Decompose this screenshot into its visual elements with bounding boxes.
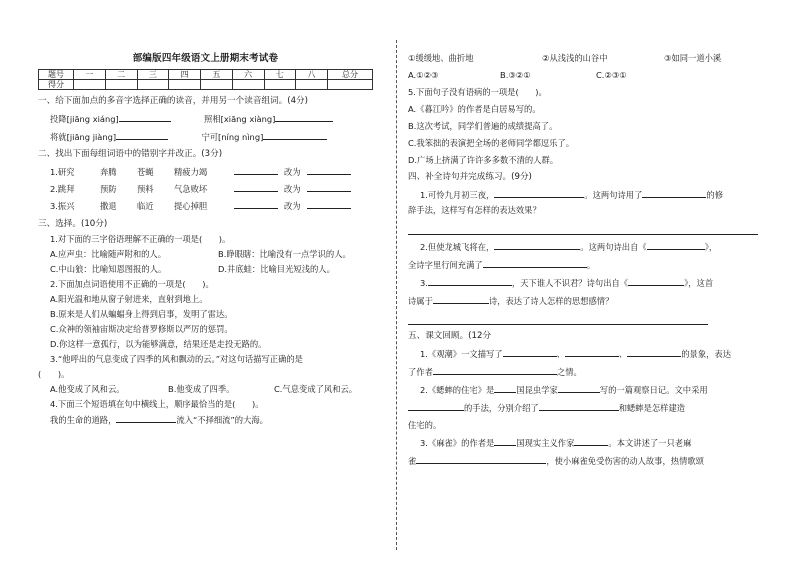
column-divider <box>396 40 397 550</box>
s2-word: 临近 <box>137 201 154 211</box>
answer-blank[interactable] <box>307 182 351 192</box>
answer-blank[interactable] <box>234 182 278 192</box>
s3-q2: 2.下面加点词语使用不正确的一项是( )。 <box>50 279 214 289</box>
score-cell: 二 <box>105 70 137 80</box>
score-table-header-row <box>39 70 373 80</box>
option: C.众神的领袖宙斯决定给普罗修斯以严厉的惩罚。 <box>50 324 233 334</box>
text: 3. <box>420 278 428 288</box>
score-table <box>38 69 373 90</box>
answer-blank[interactable] <box>307 165 351 175</box>
section-5-heading: 五、课文回顾。(12分 <box>408 331 492 341</box>
text: 》， <box>704 242 718 252</box>
s2-word: 苍蝇 <box>137 167 154 177</box>
option: A.应声虫：比喻随声附和的人。 <box>50 249 167 259</box>
change-label: 改为 <box>284 201 301 211</box>
option: B.他变成了四季。 <box>168 384 235 394</box>
option: D.你这样一意孤行，以为能够满意，结果还是走投无路的。 <box>50 339 267 349</box>
s3-q1-options <box>38 248 373 260</box>
answer-blank[interactable] <box>433 365 557 375</box>
text: 诗属于 <box>408 296 433 306</box>
s4-q1 <box>408 188 758 201</box>
text: 1.《观潮》一文描写了 <box>420 349 503 359</box>
text: 1.可怜九月初三夜， <box>420 190 495 200</box>
s5-q3-cont <box>408 454 758 467</box>
s4-q3-cont <box>408 294 758 307</box>
answer-blank[interactable] <box>494 383 516 393</box>
right-column <box>408 48 758 467</box>
option: A.①②③ <box>408 70 439 80</box>
s3-q3: 3.“他呼出的气息变成了四季的风和飘动的云。”对这句话描写正确的是 <box>50 354 303 364</box>
text: 》，这首 <box>684 278 714 288</box>
answer-blank[interactable] <box>428 276 512 286</box>
text: 2.但使龙城飞将在， <box>420 242 495 252</box>
s5-q1 <box>408 347 758 360</box>
s3-q4: 4.下面三个短语填在句中横线上，顺序最恰当的是( )。 <box>50 399 264 409</box>
answer-blank[interactable] <box>494 436 516 446</box>
change-label: 改为 <box>284 184 301 194</box>
s1-row <box>38 130 373 143</box>
phrase: ③如同一道小溪 <box>664 53 722 63</box>
section-3-heading: 三、选择。(10分) <box>38 219 108 229</box>
text: 、 <box>556 349 565 359</box>
option: D.井底蛙：比喻目光短浅的人。 <box>218 264 335 274</box>
text: 和蟋蟀是怎样建造 <box>618 403 686 413</box>
text: 国昆虫学家 <box>516 385 558 395</box>
answer-blank[interactable] <box>539 401 619 411</box>
s2-word: 撒退 <box>100 201 117 211</box>
text: 。 <box>586 260 595 270</box>
score-cell: 三 <box>137 70 169 80</box>
s3-q1-options <box>38 263 373 275</box>
score-cell: 得分 <box>39 80 74 90</box>
text: 全诗字里行间充满了 <box>408 260 483 270</box>
score-cell: 五 <box>201 70 233 80</box>
section-2-heading: 二、找出下面每组词语中的错别字并改正。(3分) <box>38 149 223 159</box>
score-input-cell[interactable] <box>264 80 296 90</box>
text: 雀 <box>408 456 417 466</box>
sentence-part: 流入“不择细流”的大海。 <box>176 415 268 425</box>
score-input-cell[interactable] <box>201 80 233 90</box>
left-column <box>38 48 373 426</box>
s2-word: 预防 <box>100 184 117 194</box>
s5-q2-end: 住宅的。 <box>408 420 442 430</box>
answer-blank[interactable] <box>642 188 706 198</box>
score-cell: 六 <box>232 70 264 80</box>
s5-q3 <box>408 436 758 449</box>
option: B.原来是人们从蝙蝠身上得到启事，发明了雷达。 <box>50 309 233 319</box>
score-input-cell[interactable] <box>169 80 201 90</box>
s4-q3 <box>408 276 758 289</box>
text: 的修 <box>706 190 723 200</box>
score-cell: 七 <box>264 70 296 80</box>
s2-word: 提心掉胆 <box>174 201 208 211</box>
answer-blank[interactable] <box>116 130 168 140</box>
s2-word: 精疲力竭 <box>174 167 208 177</box>
answer-blank[interactable] <box>494 240 580 250</box>
option: B.睁眼瞎：比喻没有一点学识的人。 <box>218 249 351 259</box>
sentence-part: 我的生命的道路， <box>50 415 117 425</box>
option: A.阳光温和地从窗子射进来，直射到地上。 <box>50 294 208 304</box>
text: 。本文讲述了一只老麻 <box>608 438 692 448</box>
s4-q2 <box>408 240 758 253</box>
score-input-cell[interactable] <box>232 80 264 90</box>
answer-blank[interactable] <box>558 383 600 393</box>
answer-blank[interactable] <box>503 347 557 357</box>
answer-blank[interactable] <box>263 130 327 140</box>
answer-blank[interactable] <box>234 165 278 175</box>
answer-blank[interactable] <box>627 347 681 357</box>
s3-q4-sentence <box>38 413 373 426</box>
phrase-options <box>408 52 758 64</box>
score-cell: 一 <box>74 70 106 80</box>
text: 的手法，分别介绍了 <box>464 403 539 413</box>
answer-blank[interactable] <box>119 112 171 122</box>
text: 写的一篇观察日记。文中采用 <box>599 385 708 395</box>
score-input-cell[interactable] <box>328 80 373 90</box>
order-choices <box>408 69 758 81</box>
s1-item: 投降[jiāng xiáng] <box>50 114 119 124</box>
option: C.我笨拙的表演把全场的老师同学都逗乐了。 <box>408 138 575 148</box>
s3-q1: 1.对下面的三字俗语理解不正确的一项是( )。 <box>50 234 231 244</box>
s2-row <box>38 165 373 179</box>
s1-item: 宁可[níng nìng] <box>201 132 264 142</box>
answer-blank[interactable] <box>565 347 619 357</box>
text: 的景象，表达 <box>681 349 732 359</box>
score-input-cell[interactable] <box>296 80 328 90</box>
option: A.他变成了风和云。 <box>50 384 125 394</box>
score-input-cell[interactable] <box>137 80 169 90</box>
q5: 5.下面句子没有语病的一项是( )。 <box>408 87 547 97</box>
s2-word: 奔腾 <box>100 167 117 177</box>
text: 国现实主义作家 <box>516 438 575 448</box>
answer-blank[interactable] <box>307 199 351 209</box>
s1-item: 照相[xiāng xiàng] <box>204 114 276 124</box>
s3-q3-paren: ( )。 <box>38 369 70 379</box>
s1-row <box>38 112 373 125</box>
option: A.《暮江吟》的作者是白居易写的。 <box>408 104 541 114</box>
answer-blank[interactable] <box>275 112 333 122</box>
text: 3.《麻雀》的作者是 <box>420 438 495 448</box>
answer-blank[interactable] <box>494 188 584 198</box>
answer-blank[interactable] <box>234 199 278 209</box>
text: ，天下谁人不识君？诗句出自《 <box>511 278 629 288</box>
text: 。这两句诗用了 <box>584 190 643 200</box>
answer-blank[interactable] <box>628 276 684 286</box>
s4-q1-cont: 辞手法，这样写有怎样的表达效果？ <box>408 205 541 215</box>
option: B.③②① <box>500 70 531 80</box>
change-label: 改为 <box>284 167 301 177</box>
s5-q2-cont <box>408 401 758 414</box>
score-cell: 四 <box>169 70 201 80</box>
section-1-heading: 一、给下面加点的多音字选择正确的读音，并用另一个读音组词。(4分) <box>38 96 308 106</box>
score-cell: 总分 <box>328 70 373 80</box>
text: 。这两句诗出自《 <box>580 242 647 252</box>
answer-blank[interactable] <box>574 436 608 446</box>
s2-row <box>38 182 373 196</box>
s2-word: 2.跳拜 <box>50 184 75 194</box>
section-4-heading: 四、补全诗句并完成练习。(9分) <box>408 172 532 182</box>
score-input-cell[interactable] <box>105 80 137 90</box>
score-table-score-row <box>39 80 373 90</box>
text: 了作者 <box>408 367 433 377</box>
s3-q3-options <box>38 383 373 395</box>
option: C.中山狼：比喻知恩图报的人。 <box>50 264 167 274</box>
answer-blank[interactable] <box>647 240 705 250</box>
score-input-cell[interactable] <box>74 80 106 90</box>
s4-q2-cont <box>408 258 758 271</box>
text: 诗，表达了诗人怎样的思想感情？ <box>488 296 614 306</box>
text: ，使小麻雀免受伤害的动人故事，热情歌颂 <box>546 456 704 466</box>
answer-line[interactable] <box>408 314 708 325</box>
score-cell: 题号 <box>39 70 74 80</box>
answer-line[interactable] <box>408 224 758 235</box>
text: 、 <box>618 349 628 359</box>
s5-q2 <box>408 383 758 396</box>
phrase: ①缓缓地、曲折地 <box>408 53 474 63</box>
text: 2.《蟋蟀的住宅》是 <box>420 385 495 395</box>
exam-title: 部编版四年级语文上册期末考试卷 <box>132 53 279 64</box>
option: C.②③① <box>596 70 627 80</box>
s2-word: 3.振兴 <box>50 201 75 211</box>
answer-blank[interactable] <box>116 413 176 423</box>
option: C.气息变成了风和云。 <box>274 384 358 394</box>
score-cell: 八 <box>296 70 328 80</box>
answer-blank[interactable] <box>433 294 489 304</box>
answer-blank[interactable] <box>408 401 464 411</box>
s2-word: 气急败坏 <box>174 184 208 194</box>
s2-word: 预料 <box>137 184 154 194</box>
s2-row <box>38 199 373 213</box>
answer-blank[interactable] <box>483 258 587 268</box>
phrase: ②从浅浅的山谷中 <box>542 53 608 63</box>
option: B.这次考试，同学们普遍的成绩提高了。 <box>408 121 558 131</box>
s1-item: 将就[jiāng jiàng] <box>50 132 117 142</box>
option: D.广场上挤满了许许多多数不清的人群。 <box>408 155 559 165</box>
s5-q1-cont <box>408 365 758 378</box>
text: 之情。 <box>556 367 582 377</box>
answer-blank[interactable] <box>416 454 546 464</box>
s2-word: 1.研究 <box>50 167 75 177</box>
